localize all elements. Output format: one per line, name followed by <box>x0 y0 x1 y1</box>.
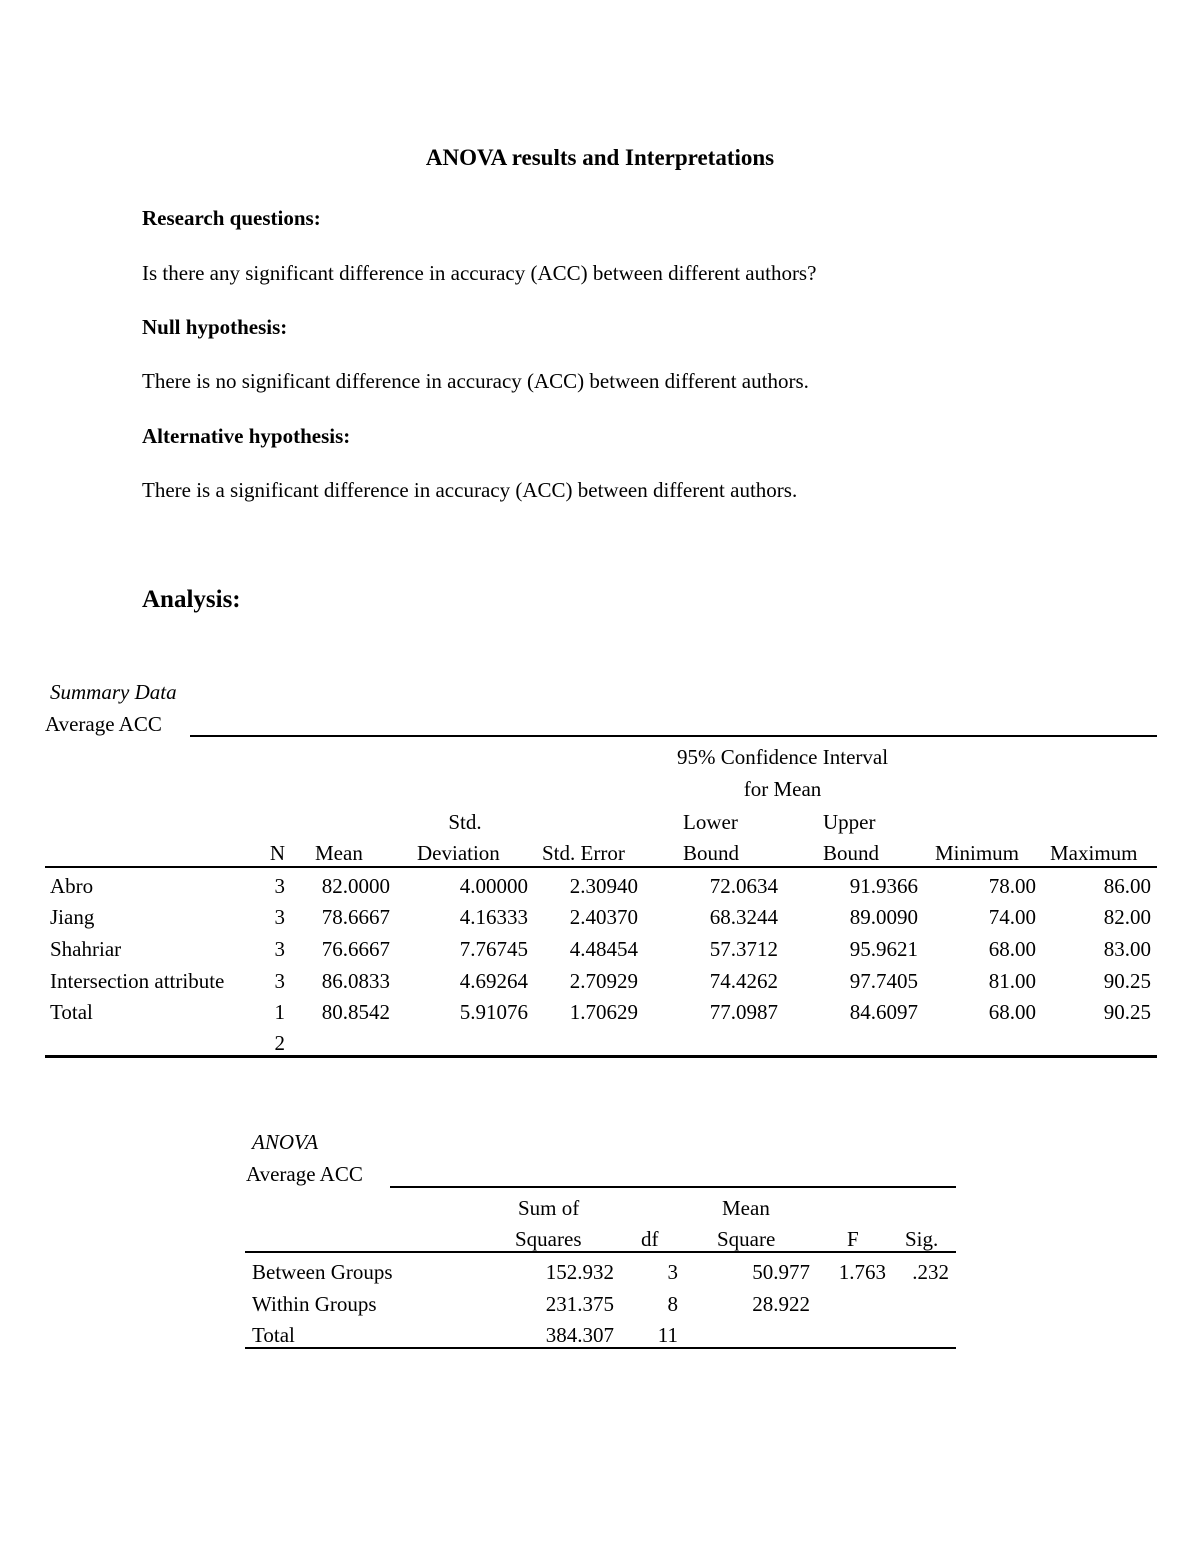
anova-header-rule <box>245 1251 956 1253</box>
summary-row-label: Total <box>50 1000 93 1024</box>
summary-cell-upper: 84.6097 <box>849 1000 918 1024</box>
header-std-line2: Deviation <box>417 841 500 865</box>
summary-cell-se: 2.70929 <box>569 969 638 993</box>
anova-cell-df: 8 <box>667 1292 678 1316</box>
summary-cell-se: 4.48454 <box>569 937 638 961</box>
summary-cell-min: 68.00 <box>988 937 1036 961</box>
summary-row-label: Abro <box>50 874 94 898</box>
summary-cell-lower: 72.0634 <box>709 874 778 898</box>
anova-cell-sig: .232 <box>912 1260 949 1284</box>
null-hypothesis-text: There is no significant difference in accuracy (ACC) between different authors. <box>142 369 809 393</box>
summary-cell-n: 1 <box>274 1000 285 1024</box>
anova-subcaption: Average ACC <box>246 1162 363 1186</box>
summary-cell-sd: 7.76745 <box>459 937 528 961</box>
summary-cell-lower: 77.0987 <box>709 1000 778 1024</box>
summary-header-rule <box>45 866 1157 868</box>
anova-cell-ss: 231.375 <box>545 1292 614 1316</box>
summary-cell-n-wrap: 2 <box>274 1031 285 1055</box>
summary-cell-max: 82.00 <box>1103 905 1151 929</box>
analysis-heading: Analysis: <box>142 586 241 613</box>
summary-cell-max: 86.00 <box>1103 874 1151 898</box>
summary-bottom-rule <box>45 1055 1157 1058</box>
summary-cell-upper: 97.7405 <box>849 969 918 993</box>
header-upper-line1: Upper <box>823 810 876 834</box>
anova-top-rule <box>390 1186 956 1188</box>
anova-header-sig: Sig. <box>905 1227 939 1251</box>
alternative-hypothesis-text: There is a significant difference in accuracy (ACC) between different authors. <box>142 478 798 502</box>
summary-cell-upper: 89.0090 <box>849 905 918 929</box>
header-std-error: Std. Error <box>542 841 625 865</box>
anova-cell-df: 3 <box>667 1260 678 1284</box>
summary-cell-min: 74.00 <box>988 905 1036 929</box>
summary-caption: Summary Data <box>50 680 177 704</box>
anova-cell-ss: 152.932 <box>545 1260 614 1284</box>
header-mean: Mean <box>315 841 363 865</box>
summary-cell-max: 90.25 <box>1103 969 1151 993</box>
summary-cell-n: 3 <box>274 905 285 929</box>
header-std-line1: Std. <box>448 810 482 834</box>
summary-cell-sd: 4.00000 <box>459 874 528 898</box>
summary-cell-sd: 4.16333 <box>459 905 528 929</box>
anova-row-label: Between Groups <box>252 1260 393 1284</box>
summary-cell-min: 68.00 <box>988 1000 1036 1024</box>
anova-row-label: Total <box>252 1323 295 1347</box>
summary-cell-se: 2.30940 <box>569 874 638 898</box>
header-lower-line2: Bound <box>683 841 740 865</box>
summary-top-rule <box>190 735 1157 737</box>
summary-cell-min: 78.00 <box>988 874 1036 898</box>
anova-header-ss-line1: Sum of <box>518 1196 580 1220</box>
summary-cell-se: 2.40370 <box>569 905 638 929</box>
anova-header-ms-line1: Mean <box>722 1196 770 1220</box>
anova-header-f: F <box>847 1227 859 1251</box>
header-lower-line1: Lower <box>683 810 738 834</box>
ci-header-line2: for Mean <box>743 777 822 801</box>
research-question-text: Is there any significant difference in accuracy (ACC) between different authors? <box>142 261 817 285</box>
page-title: ANOVA results and Interpretations <box>425 145 775 170</box>
summary-cell-sd: 4.69264 <box>459 969 528 993</box>
anova-row-label: Within Groups <box>252 1292 377 1316</box>
summary-row-label: Jiang <box>50 905 95 929</box>
anova-cell-f: 1.763 <box>838 1260 886 1284</box>
summary-cell-lower: 57.3712 <box>709 937 778 961</box>
summary-cell-max: 90.25 <box>1103 1000 1151 1024</box>
anova-caption: ANOVA <box>252 1130 319 1154</box>
anova-cell-ms: 50.977 <box>752 1260 810 1284</box>
summary-cell-upper: 95.9621 <box>849 937 918 961</box>
header-n: N <box>269 841 285 865</box>
summary-cell-lower: 68.3244 <box>709 905 778 929</box>
summary-cell-mean: 76.6667 <box>321 937 390 961</box>
summary-cell-max: 83.00 <box>1103 937 1151 961</box>
anova-header-ms-line2: Square <box>717 1227 776 1251</box>
summary-cell-lower: 74.4262 <box>709 969 778 993</box>
summary-cell-n: 3 <box>274 937 285 961</box>
header-upper-line2: Bound <box>823 841 880 865</box>
summary-cell-min: 81.00 <box>988 969 1036 993</box>
ci-header-line1: 95% Confidence Interval <box>676 745 889 769</box>
anova-header-ss-line2: Squares <box>515 1227 582 1251</box>
summary-cell-mean: 80.8542 <box>321 1000 390 1024</box>
summary-cell-n: 3 <box>274 969 285 993</box>
header-minimum: Minimum <box>935 841 1020 865</box>
summary-cell-mean: 82.0000 <box>321 874 390 898</box>
anova-cell-ms: 28.922 <box>752 1292 810 1316</box>
anova-cell-df: 11 <box>657 1323 678 1347</box>
summary-row-label: Shahriar <box>50 937 122 961</box>
summary-cell-mean: 86.0833 <box>321 969 390 993</box>
alternative-hypothesis-heading: Alternative hypothesis: <box>142 424 351 448</box>
summary-cell-upper: 91.9366 <box>849 874 918 898</box>
summary-subcaption: Average ACC <box>45 712 162 736</box>
null-hypothesis-heading: Null hypothesis: <box>142 315 288 339</box>
research-questions-heading: Research questions: <box>142 206 321 230</box>
summary-cell-sd: 5.91076 <box>459 1000 528 1024</box>
summary-cell-n: 3 <box>274 874 285 898</box>
anova-header-df: df <box>641 1227 659 1251</box>
summary-cell-mean: 78.6667 <box>321 905 390 929</box>
header-maximum: Maximum <box>1050 841 1138 865</box>
summary-cell-se: 1.70629 <box>569 1000 638 1024</box>
summary-row-label: Intersection attribute <box>50 969 225 993</box>
anova-cell-ss: 384.307 <box>545 1323 614 1347</box>
anova-bottom-rule <box>245 1347 956 1349</box>
